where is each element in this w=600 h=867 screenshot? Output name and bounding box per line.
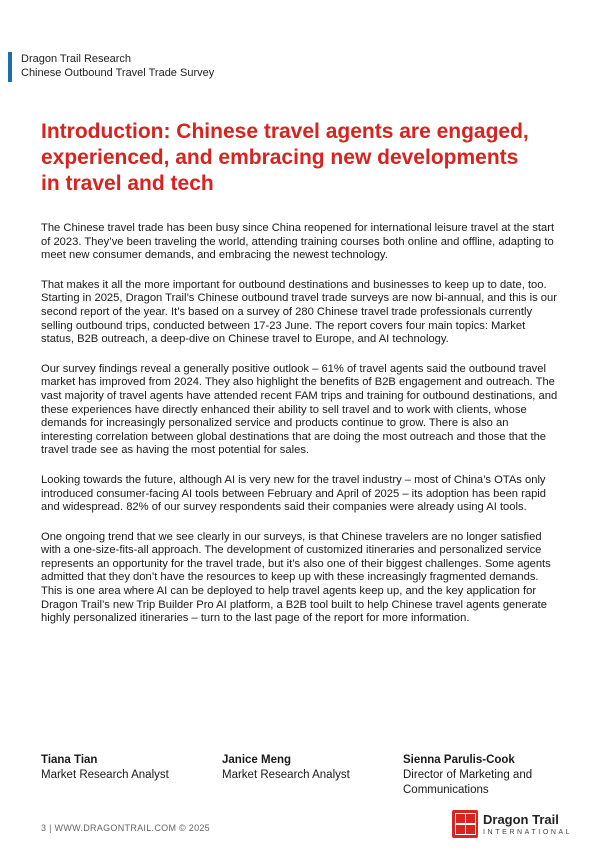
signature-role: Market Research Analyst <box>41 769 169 781</box>
signature-tiana-tian <box>41 753 211 783</box>
signature-sienna-parulis-cook <box>403 753 553 798</box>
signature-name: Sienna Parulis-Cook <box>403 754 515 766</box>
signature-name: Tiana Tian <box>41 754 98 766</box>
logo-subtitle: INTERNATIONAL <box>483 829 573 836</box>
signature-role: Director of Marketing and Communications <box>403 769 533 796</box>
dragon-trail-logo <box>452 810 572 842</box>
logo-name: Dragon Trail <box>483 812 559 827</box>
logo-mark-icon <box>452 810 478 838</box>
signature-role: Market Research Analyst <box>222 769 350 781</box>
report-header <box>8 52 214 82</box>
header-survey: Chinese Outbound Travel Trade Survey <box>21 67 215 79</box>
signature-janice-meng <box>222 753 392 783</box>
paragraph: The Chinese travel trade has been busy since China reopened for international leisure travel at the start of 2023. They’ve been traveling the world, attending training courses both online and offline, adapting to meet new consumer demands, and embracing the newest technology. <box>41 222 555 262</box>
body-text <box>41 222 561 642</box>
header-org: Dragon Trail Research <box>21 53 132 65</box>
paragraph: Our survey findings reveal a generally positive outlook – 61% of travel agents said the outbound travel market has improved from 2024. They also highlight the benefits of B2B engagement and outreach. The vast majority of travel agents have attended recent FAM trips and training for outbound destinations, and these experiences have directly enhanced their ability to sell travel and to work with clients, whose demands for increasingly personalized service and products continue to grow. There is also an interesting correlation between global destinations that are doing the most outreach and those that the travel trade see as having the most potential for sales. <box>41 362 558 457</box>
signature-name: Janice Meng <box>222 754 292 766</box>
paragraph: Looking towards the future, although AI is very new for the travel industry – most of China’s OTAs only introduced consumer-facing AI tools between February and April of 2025 – its adoption has been rapid and widespread. 82% of our survey respondents said their companies were already using AI tools. <box>41 473 546 514</box>
paragraph: That makes it all the more important for outbound destinations and businesses to keep up to date, too. Starting in 2025, Dragon Trail’s Chinese outbound travel trade surveys are now bi-annual, and this is our second report of the year. It’s based on a survey of 280 Chinese travel trade professionals currently selling outbound trips, conducted between 17-23 June. The report covers four main topics: Market status, B2B outreach, a deep-dive on Chinese travel to Europe, and AI technology. <box>41 278 557 346</box>
page-footer: 3 | WWW.DRAGONTRAIL.COM © 2025 <box>41 823 210 833</box>
paragraph: One ongoing trend that we see clearly in our surveys, is that Chinese travelers are no longer satisfied with a one-size-fits-all approach. The development of customized itineraries and personalized service represents an opportunity for the travel trade, but it’s also one of their biggest challenges. Some agents admitted that they don’t have the resources to keep up with these increasingly fragmented demands. This is one area where AI can be deployed to help travel agents keep up, and the key application for Dragon Trail’s new Trip Builder Pro AI platform, a B2B tool built to help Chinese travel agents generate highly personalized itineraries – turn to the last page of the report for more information. <box>41 530 551 625</box>
page-title: Introduction: Chinese travel agents are engaged, experienced, and embracing new developments in travel and tech <box>41 120 529 195</box>
